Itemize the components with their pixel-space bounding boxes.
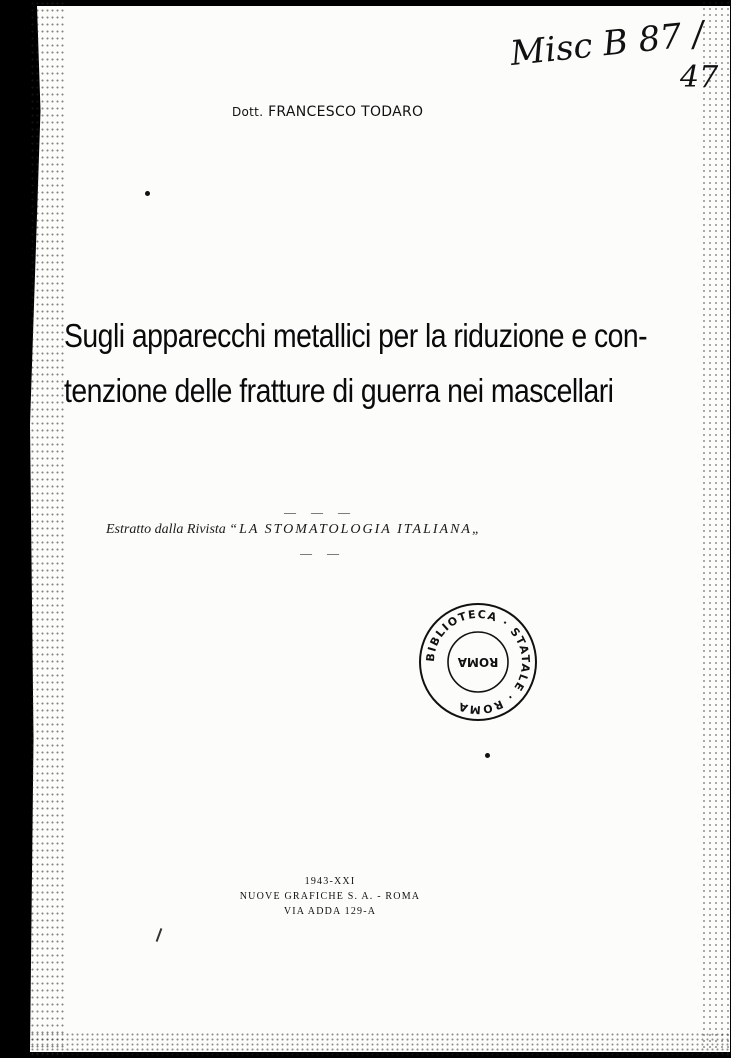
author-line	[232, 104, 423, 120]
author-name: FRANCESCO TODARO	[268, 104, 424, 120]
journal-name: “LA STOMATOLOGIA ITALIANA„	[229, 522, 482, 537]
ink-dot	[145, 191, 150, 196]
imprint-publisher: NUOVE GRAFICHE S. A. - ROMA	[239, 891, 421, 902]
handwritten-number: 47	[680, 60, 719, 95]
handwritten-shelfmark: Misc B 87 /	[508, 13, 706, 75]
imprint-year: 1943-XXI	[304, 876, 356, 887]
extract-note	[106, 522, 482, 538]
stamp-center-text: ROMA	[457, 655, 499, 669]
author-prefix: Dott.	[232, 105, 264, 119]
library-stamp	[416, 600, 540, 724]
imprint-block	[200, 874, 460, 919]
imprint-address: VIA ADDA 129-A	[283, 906, 377, 917]
scan-noise-bottom	[30, 1032, 731, 1058]
divider-dashes-bottom: — —	[300, 546, 345, 560]
title-line-1: Sugli apparecchi metallici per la riduzione e con-	[64, 317, 648, 354]
ink-dot	[485, 753, 490, 758]
document-title	[64, 308, 648, 418]
title-line-2: tenzione delle fratture di guerra nei mascellari	[64, 372, 614, 409]
extract-lead: Estratto dalla Rivista	[106, 522, 226, 537]
stamp-ring-text: BIBLIOTECA · STATALE · ROMA	[423, 607, 533, 717]
scan-noise-right	[701, 0, 731, 1058]
scan-noise-left	[30, 0, 64, 1058]
divider-dashes-top: — — —	[284, 505, 356, 519]
